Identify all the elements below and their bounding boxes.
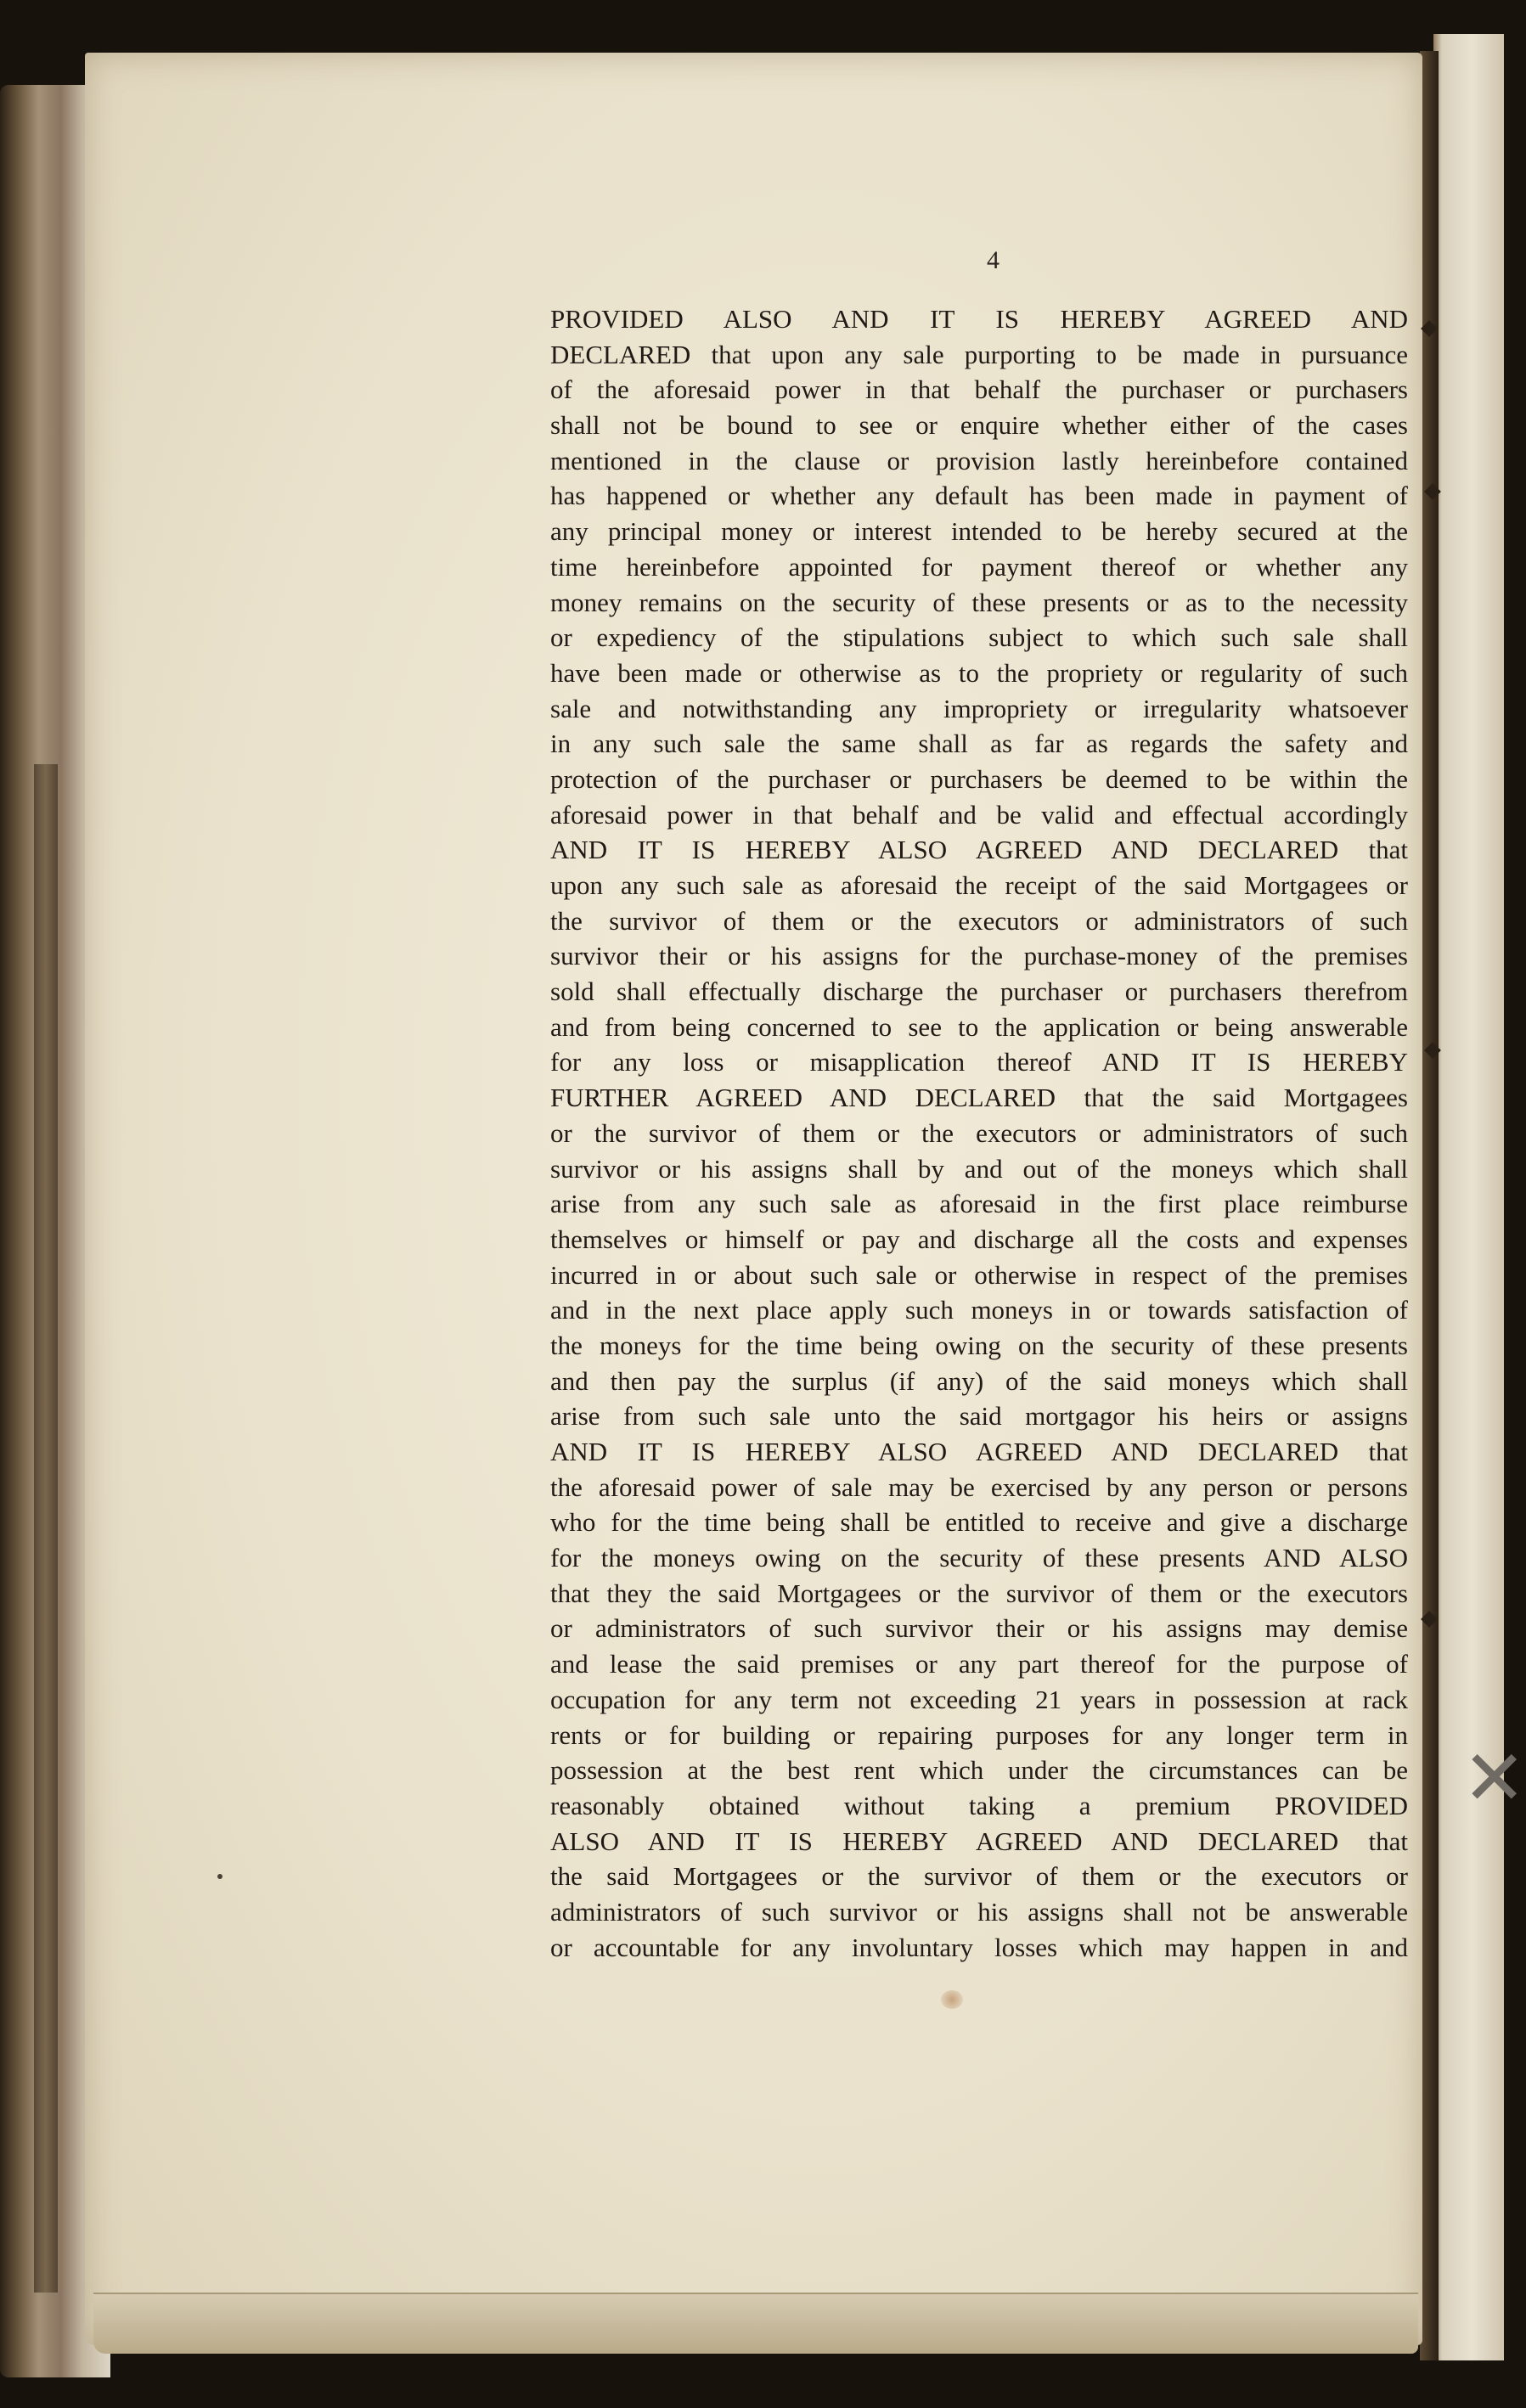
text-line: PROVIDED ALSO AND IT IS HEREBY AGREED AND (550, 304, 1408, 334)
text-line: has happened or whether any default has been made in payment of (550, 481, 1408, 511)
text-line: or expediency of the stipulations subject to which such sale shall (550, 622, 1408, 653)
text-line: for any loss or misapplication thereof AND IT IS HEREBY (550, 1047, 1408, 1077)
text-line: incurred in or about such sale or otherwise in respect of the premises (550, 1259, 1408, 1290)
facing-page-edge (1433, 34, 1504, 2360)
margin-dot (217, 1874, 222, 1879)
text-line: the moneys for the time being owing on the security of these presents (550, 1330, 1408, 1360)
text-line: occupation for any term not exceeding 21 years in possession at rack (550, 1684, 1408, 1714)
text-line: or administrators of such survivor their or his assigns may demise (550, 1613, 1408, 1644)
text-line: time hereinbefore appointed for payment thereof or whether any (550, 551, 1408, 582)
text-line: and from being concerned to see to the application or being answerable (550, 1011, 1408, 1042)
text-line: DECLARED that upon any sale purporting to be made in pursuance (550, 339, 1408, 369)
text-line: protection of the purchaser or purchasers be deemed to be within the (550, 763, 1408, 794)
text-line: aforesaid power in that behalf and be valid and effectual accordingly (550, 799, 1408, 830)
text-line: survivor or his assigns shall by and out of the moneys which shall (550, 1153, 1408, 1184)
text-line: have been made or otherwise as to the propriety or regularity of such (550, 657, 1408, 688)
text-line: who for the time being shall be entitled to receive and give a discharge (550, 1507, 1408, 1538)
text-line: administrators of such survivor or his assigns shall not be answerable (550, 1896, 1408, 1927)
text-line: survivor their or his assigns for the purchase-money of the premises (550, 941, 1408, 971)
ink-stain (941, 1990, 963, 2009)
text-line: AND IT IS HEREBY ALSO AGREED AND DECLARED that (550, 835, 1408, 865)
text-line: upon any such sale as aforesaid the receipt of the said Mortgagees or (550, 870, 1408, 900)
text-line: and lease the said premises or any part thereof for the purpose of (550, 1649, 1408, 1679)
text-line: arise from any such sale as aforesaid in the first place reimburse (550, 1189, 1408, 1219)
text-line: money remains on the security of these presents or as to the necessity (550, 587, 1408, 617)
text-line: FURTHER AGREED AND DECLARED that the said Mortgagees (550, 1083, 1408, 1113)
book-gutter (1420, 51, 1439, 2360)
text-line: of the aforesaid power in that behalf the purchaser or purchasers (550, 374, 1408, 405)
text-line: or accountable for any involuntary losses which may happen in and (550, 1932, 1408, 1962)
text-line: the said Mortgagees or the survivor of them or the executors or (550, 1861, 1408, 1892)
text-line: in any such sale the same shall as far as regards the safety and (550, 729, 1408, 759)
text-line: or the survivor of them or the executors or administrators of such (550, 1117, 1408, 1148)
text-line: reasonably obtained without taking a premium PROVIDED (550, 1790, 1408, 1820)
text-line: rents or for building or repairing purposes for any longer term in (550, 1719, 1408, 1750)
text-line: sale and notwithstanding any impropriety or irregularity whatsoever (550, 693, 1408, 723)
text-line: and in the next place apply such moneys in or towards satisfaction of (550, 1295, 1408, 1325)
text-line: that they the said Mortgagees or the survivor of them or the executors (550, 1578, 1408, 1608)
text-line: AND IT IS HEREBY ALSO AGREED AND DECLARED that (550, 1437, 1408, 1466)
text-line: and then pay the surplus (if any) of the said moneys which shall (550, 1365, 1408, 1396)
text-line: themselves or himself or pay and discharge all the costs and expenses (550, 1224, 1408, 1254)
page-number: 4 (987, 246, 1000, 274)
text-line: any principal money or interest intended to be hereby secured at the (550, 516, 1408, 547)
text-line: the survivor of them or the executors or administrators of such (550, 905, 1408, 936)
text-line: for the moneys owing on the security of these presents AND ALSO (550, 1543, 1408, 1573)
page-bottom-edge (93, 2293, 1418, 2354)
body-text (550, 301, 1408, 1965)
text-line: ALSO AND IT IS HEREBY AGREED AND DECLARED that (550, 1826, 1408, 1856)
text-line: mentioned in the clause or provision lastly hereinbefore contained (550, 445, 1408, 475)
book-edge-shadow (34, 764, 58, 2293)
text-line: sold shall effectually discharge the purchaser or purchasers therefrom (550, 976, 1408, 1007)
text-line: arise from such sale unto the said mortgagor his heirs or assigns (550, 1401, 1408, 1432)
x-mark-icon: ✕ (1462, 1734, 1526, 1823)
text-line: shall not be bound to see or enquire whether either of the cases (550, 410, 1408, 441)
text-line: the aforesaid power of sale may be exercised by any person or persons (550, 1471, 1408, 1502)
text-line: possession at the best rent which under the circumstances can be (550, 1755, 1408, 1786)
